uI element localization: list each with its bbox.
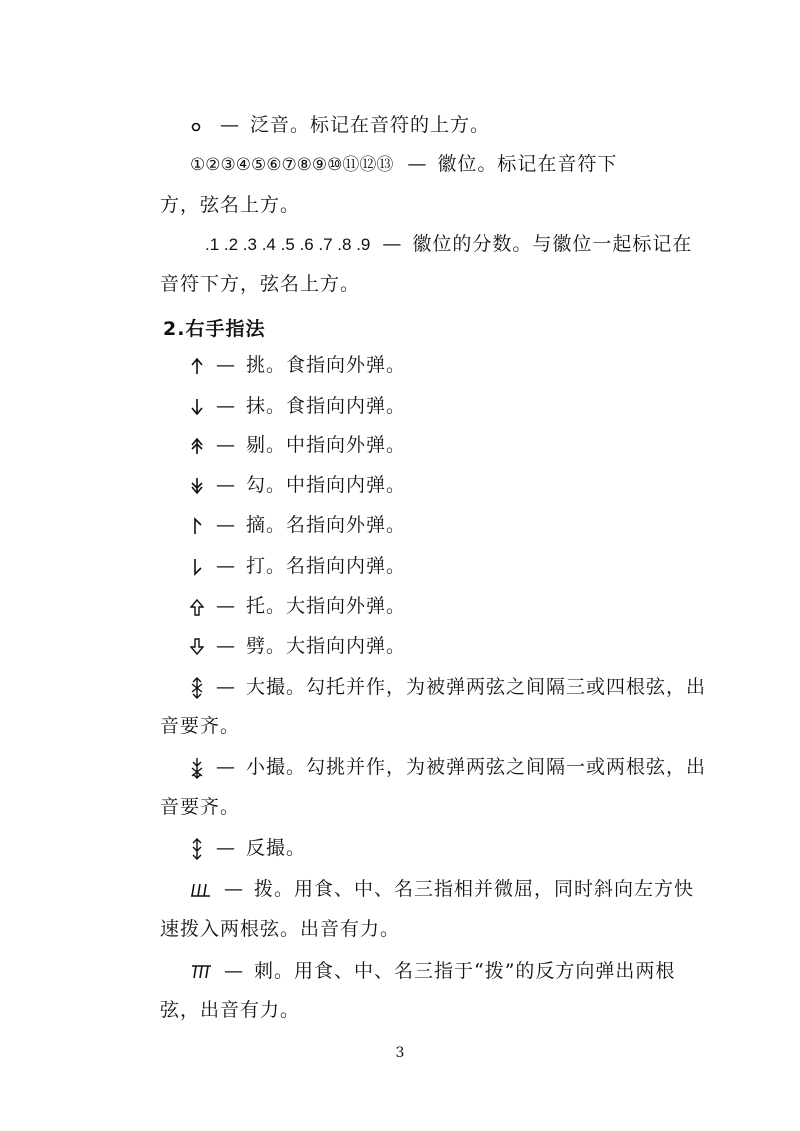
ci-icon xyxy=(190,964,212,980)
fingering-text: 勾。中指向内弹。 xyxy=(246,474,407,496)
arrow-down-icon xyxy=(190,398,204,416)
fingering-text: 剔。中指向外弹。 xyxy=(246,434,407,456)
fingering-text: 劈。大指向内弹。 xyxy=(246,635,407,657)
ci-text-line1: 刺。用食、中、名三指于“拨”的反方向弹出两根 xyxy=(254,960,676,982)
hollow-arrow-up-icon xyxy=(190,598,204,616)
da-cuo-icon xyxy=(190,677,204,699)
bo-icon xyxy=(190,882,212,898)
dash: — xyxy=(216,837,236,859)
bo-text-line2: 速拨入两根弦。出音有力。 xyxy=(160,918,401,940)
xiao-cuo-icon xyxy=(190,757,204,779)
fingering-xiao-cuo xyxy=(190,754,706,780)
harmonic-text: 泛音。标记在音符的上方。 xyxy=(250,114,491,136)
fingering-text: 抹。食指向内弹。 xyxy=(246,395,407,417)
dash: — xyxy=(216,354,236,376)
fan-cuo-text: 反撮。 xyxy=(246,837,307,859)
fingering-text: 摘。名指向外弹。 xyxy=(246,514,407,536)
fingering-pi xyxy=(190,633,406,659)
fingering-da xyxy=(190,553,406,579)
arrow-down-barb-icon xyxy=(190,477,204,495)
arrow-up-barb-icon xyxy=(190,437,204,455)
fingering-mo xyxy=(190,393,406,419)
fingering-tiao xyxy=(190,352,406,378)
dash: — xyxy=(407,153,428,175)
bo-text-line1: 拨。用食、中、名三指相并微屈，同时斜向左方快 xyxy=(254,878,695,900)
xiao-cuo-text-line1: 小撮。勾挑并作，为被弹两弦之间隔一或两根弦，出 xyxy=(246,756,707,778)
fingering-bo xyxy=(190,876,694,902)
fraction-text-line2: 音符下方，弦名上方。 xyxy=(160,273,361,295)
hui-entry xyxy=(190,151,617,178)
dash: — xyxy=(220,114,240,136)
fraction-entry xyxy=(205,231,692,258)
fingering-text: 托。大指向外弹。 xyxy=(246,595,407,617)
hui-position-symbols: ①②③④⑤⑥⑦⑧⑨⑩⑪⑫⑬ xyxy=(190,155,394,175)
half-arrow-up-icon xyxy=(190,517,204,535)
fingering-ci xyxy=(190,958,675,984)
hui-text-line1: 徽位。标记在音符下 xyxy=(437,153,618,175)
fingering-da-cuo xyxy=(190,674,706,700)
fingering-tuo xyxy=(190,593,406,619)
page-number: 3 xyxy=(395,1045,405,1061)
fingering-zhai xyxy=(190,512,406,538)
hui-text-line2: 方，弦名上方。 xyxy=(160,194,301,216)
fingering-gou xyxy=(190,472,406,498)
xiao-cuo-text-line2: 音要齐。 xyxy=(160,796,241,818)
da-cuo-text-line1: 大撮。勾托并作，为被弹两弦之间隔三或四根弦，出 xyxy=(246,676,707,698)
fingering-text: 挑。食指向外弹。 xyxy=(246,354,407,376)
dash: — xyxy=(216,595,236,617)
harmonic-entry xyxy=(190,112,490,139)
dash: — xyxy=(216,756,236,778)
fingering-text: 打。名指向内弹。 xyxy=(246,555,407,577)
fingering-ti xyxy=(190,432,406,458)
ci-text-line2: 弦，出音有力。 xyxy=(160,999,301,1021)
dash: — xyxy=(216,474,236,496)
fingering-fan-cuo xyxy=(190,835,306,861)
dash: — xyxy=(216,434,236,456)
section-heading: 2.右手指法 xyxy=(163,318,266,340)
dash: — xyxy=(382,233,403,255)
hui-fraction-symbols: .1 .2 .3 .4 .5 .6 .7 .8 .9 xyxy=(205,235,371,254)
dash: — xyxy=(216,395,236,417)
harmonic-circle-icon xyxy=(190,113,212,139)
fraction-text-line1: 徽位的分数。与徽位一起标记在 xyxy=(412,233,693,255)
da-cuo-text-line2: 音要齐。 xyxy=(160,715,241,737)
dash: — xyxy=(224,960,244,982)
fan-cuo-icon xyxy=(190,838,204,860)
dash: — xyxy=(216,676,236,698)
dash: — xyxy=(224,878,244,900)
half-arrow-down-icon xyxy=(190,558,204,576)
dash: — xyxy=(216,514,236,536)
hollow-arrow-down-icon xyxy=(190,638,204,656)
arrow-up-icon xyxy=(190,357,204,375)
dash: — xyxy=(216,555,236,577)
dash: — xyxy=(216,635,236,657)
